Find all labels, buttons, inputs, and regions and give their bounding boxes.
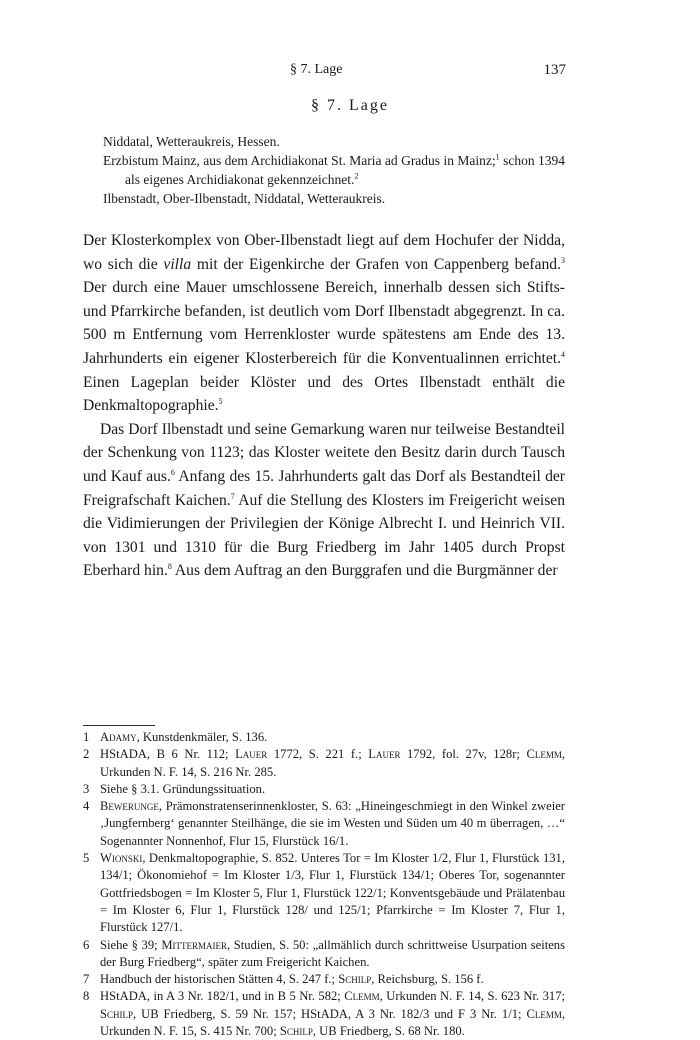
running-head xyxy=(0,62,700,84)
footnote-number: 5 xyxy=(83,851,90,866)
paragraph: Das Dorf Ilbenstadt und seine Gemarkung waren nur teilweise Bestandteil der Schenkung von 1123; das Kloster weitete den Besitz darin durch Tausch und Kauf aus.$^6$ Anfang des 15. Jahrhunderts galt das Dorf als Bestandteil der Freigrafschaft Kaichen.$^7$ Auf die Stellung des Klosters im Freigericht weisen die Vidimierungen der Privilegien der Könige Albrecht I. und Heinrich VII. von 1301 und 1310 für die Burg Friedberg im Jahr 1405 durch Propst Eberhard hin.$^8$ Aus dem Auftrag an den Burggrafen und die Burgmänner der xyxy=(83,420,566,580)
footnote-number: 8 xyxy=(83,989,90,1004)
footnote-number: 1 xyxy=(83,730,90,744)
body-text xyxy=(83,229,565,583)
footnote: 4 Bewerunge, Prämonstratenserinnenkloster, S. 63: „Hineingeschmiegt in den Winkel zweier ‚Jungfernberg‘ genannter Steilhänge, die sie im Westen und Süden um 40 m überragen, …“ Sogenannter Nonnenhof, Flur 15, Flurstück 16/1. xyxy=(83,799,565,848)
meta-line: Erzbistum Mainz, aus dem Archidiakonat St. Maria ad Gradus in Mainz;$^1$ schon 1394 als eigenes Archidiakonat gekennzeichnet.$^2$ xyxy=(103,152,565,187)
footnotes xyxy=(83,729,565,1040)
paragraph: Der Klosterkomplex von Ober-Ilbenstadt liegt auf dem Hochufer der Nidda, wo sich die villa mit der Eigenkirche der Grafen von Cappenberg befand.$^3$ Der durch eine Mauer umschlossene Bereich, innerhalb dessen sich Stifts- und Pfarrkirche befanden, ist deutlich vom Dorf Ilbenstadt abgegrenzt. In ca. 500 m Entfernung vom Herrenkloster wurde spätestens am Ende des 13. Jahrhunderts ein eigener Klosterbereich für die Konventualinnen errichtet.$^4$ Einen Lageplan beider Klöster und des Ortes Ilbenstadt enthält die Denkmaltopographie.$^5$ xyxy=(83,232,565,415)
location-info xyxy=(103,132,565,208)
section-title: § 7. Lage xyxy=(311,97,389,114)
footnote: 5 Wionski, Denkmaltopographie, S. 852. Unteres Tor = Im Kloster 1/2, Flur 1, Flurstück 131, 134/1; Ökonomiehof = Im Kloster 1/3, Flur 1, Flurstück 134/1; Oberes Tor, sogenannter Gottfriedsbogen = Im Kloster 5, Flur 1, Flurstück 122/1; Konventsgebäude und Prälatenbau = Im Kloster 6, Flur 1, Flurstück 128/ und 125/1; Pfarrkirche = Im Kloster 7, Flur 1, Flurstück 127/1. xyxy=(83,851,565,935)
footnote-ref: 8 xyxy=(167,562,172,572)
footnote-ref: 1 xyxy=(495,152,500,162)
footnote-ref: 4 xyxy=(561,349,565,359)
footnote-number: 7 xyxy=(83,972,90,987)
page-number: 137 xyxy=(543,62,566,78)
footnote-ref: 3 xyxy=(561,255,565,265)
footnote-number: 2 xyxy=(83,747,90,762)
footnote-number: 6 xyxy=(83,937,90,952)
footnote: 7 Handbuch der historischen Stätten 4, S. 247 f.; Schilp, Reichsburg, S. 156 f. xyxy=(83,971,565,988)
footnote: 8 HStADA, in A 3 Nr. 182/1, und in B 5 Nr. 582; Clemm, Urkunden N. F. 14, S. 623 Nr. 317; Schilp, UB Friedberg, S. 59 Nr. 157; HStADA, A 3 Nr. 182/3 und F 3 Nr. 1/1; Clemm, Urkunden N. F. 15, S. 415 Nr. 700; Schilp, UB Friedberg, S. 68 Nr. 180. xyxy=(83,989,565,1039)
footnote-ref: 7 xyxy=(230,491,235,501)
footnote: 2 HStADA, B 6 Nr. 112; Lauer 1772, S. 221 f.; Lauer 1792, fol. 27v, 128r; Clemm, Urkunden N. F. 14, S. 216 Nr. 285. xyxy=(83,747,565,779)
footnote-number: 4 xyxy=(83,799,90,814)
footnote: 1 Adamy, Kunstdenkmäler, S. 136. xyxy=(83,729,565,746)
footnote-ref: 5 xyxy=(218,396,223,406)
footnote-ref: 6 xyxy=(170,467,175,477)
running-title: § 7. Lage xyxy=(290,62,343,77)
footnote-number: 3 xyxy=(83,781,90,796)
footnote-divider xyxy=(83,725,155,726)
meta-line: Niddatal, Wetteraukreis, Hessen. xyxy=(103,134,280,149)
footnote: 3 Siehe § 3.1. Gründungssituation. xyxy=(83,781,565,798)
footnote: 6 Siehe § 39; Mittermaier, Studien, S. 50: „allmählich durch schrittweise Usurpation seitens der Burg Friedberg“, später zum Freigericht Kaichen. xyxy=(83,937,565,969)
meta-line: Ilbenstadt, Ober-Ilbenstadt, Niddatal, Wetteraukreis. xyxy=(103,191,386,206)
footnote-ref: 2 xyxy=(354,171,359,181)
